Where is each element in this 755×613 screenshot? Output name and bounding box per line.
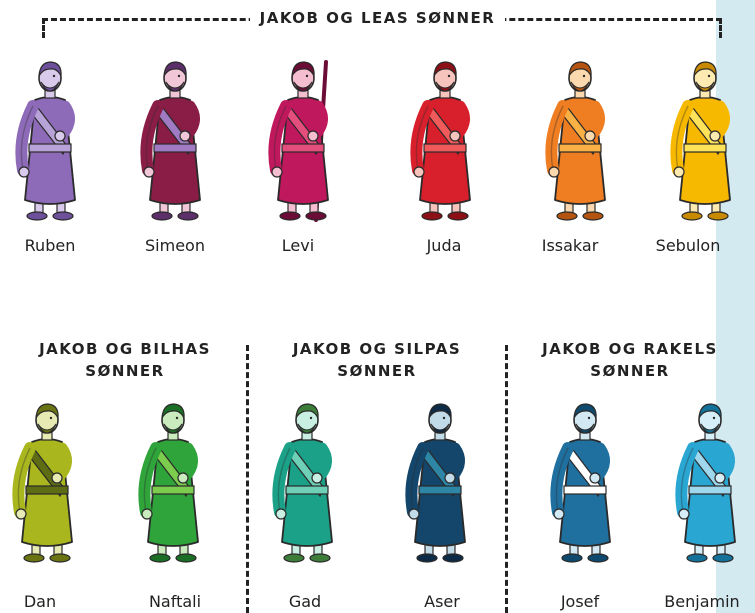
bilhas-title-line2: SØNNER — [85, 362, 165, 380]
label-ruben: Ruben — [24, 236, 76, 255]
group-divider-1 — [246, 345, 249, 613]
figure-levi — [258, 58, 348, 223]
leas-sons-title: JAKOB OG LEAS SØNNER — [250, 9, 506, 27]
label-issakar: Issakar — [541, 236, 599, 255]
figure-issakar — [535, 58, 625, 223]
figure-sebulon — [660, 58, 750, 223]
figure-juda — [400, 58, 490, 223]
silpas-sons-heading — [252, 338, 502, 382]
figure-josef — [540, 400, 630, 565]
figure-naftali — [128, 400, 218, 565]
figure-aser — [395, 400, 485, 565]
silpas-title-line1: JAKOB OG SILPAS — [292, 340, 462, 358]
figure-ruben — [5, 58, 95, 223]
bilhas-sons-heading — [10, 338, 240, 382]
figure-dan — [2, 400, 92, 565]
leas-sons-bracket — [42, 18, 722, 38]
label-gad: Gad — [288, 592, 322, 611]
group-divider-2 — [505, 345, 508, 613]
label-sebulon: Sebulon — [655, 236, 721, 255]
rakels-title-line2: SØNNER — [590, 362, 670, 380]
rakels-sons-heading — [515, 338, 745, 382]
label-dan: Dan — [23, 592, 57, 611]
rakels-title-line1: JAKOB OG RAKELS — [542, 340, 718, 358]
bilhas-title-line1: JAKOB OG BILHAS — [39, 340, 211, 358]
label-aser: Aser — [424, 592, 460, 611]
label-simeon: Simeon — [145, 236, 205, 255]
label-naftali: Naftali — [148, 592, 202, 611]
label-josef: Josef — [560, 592, 600, 611]
label-benjamin: Benjamin — [664, 592, 740, 611]
figure-simeon — [130, 58, 220, 223]
figure-gad — [262, 400, 352, 565]
silpas-title-line2: SØNNER — [337, 362, 417, 380]
label-levi: Levi — [281, 236, 315, 255]
label-juda: Juda — [426, 236, 462, 255]
figure-benjamin — [665, 400, 755, 565]
